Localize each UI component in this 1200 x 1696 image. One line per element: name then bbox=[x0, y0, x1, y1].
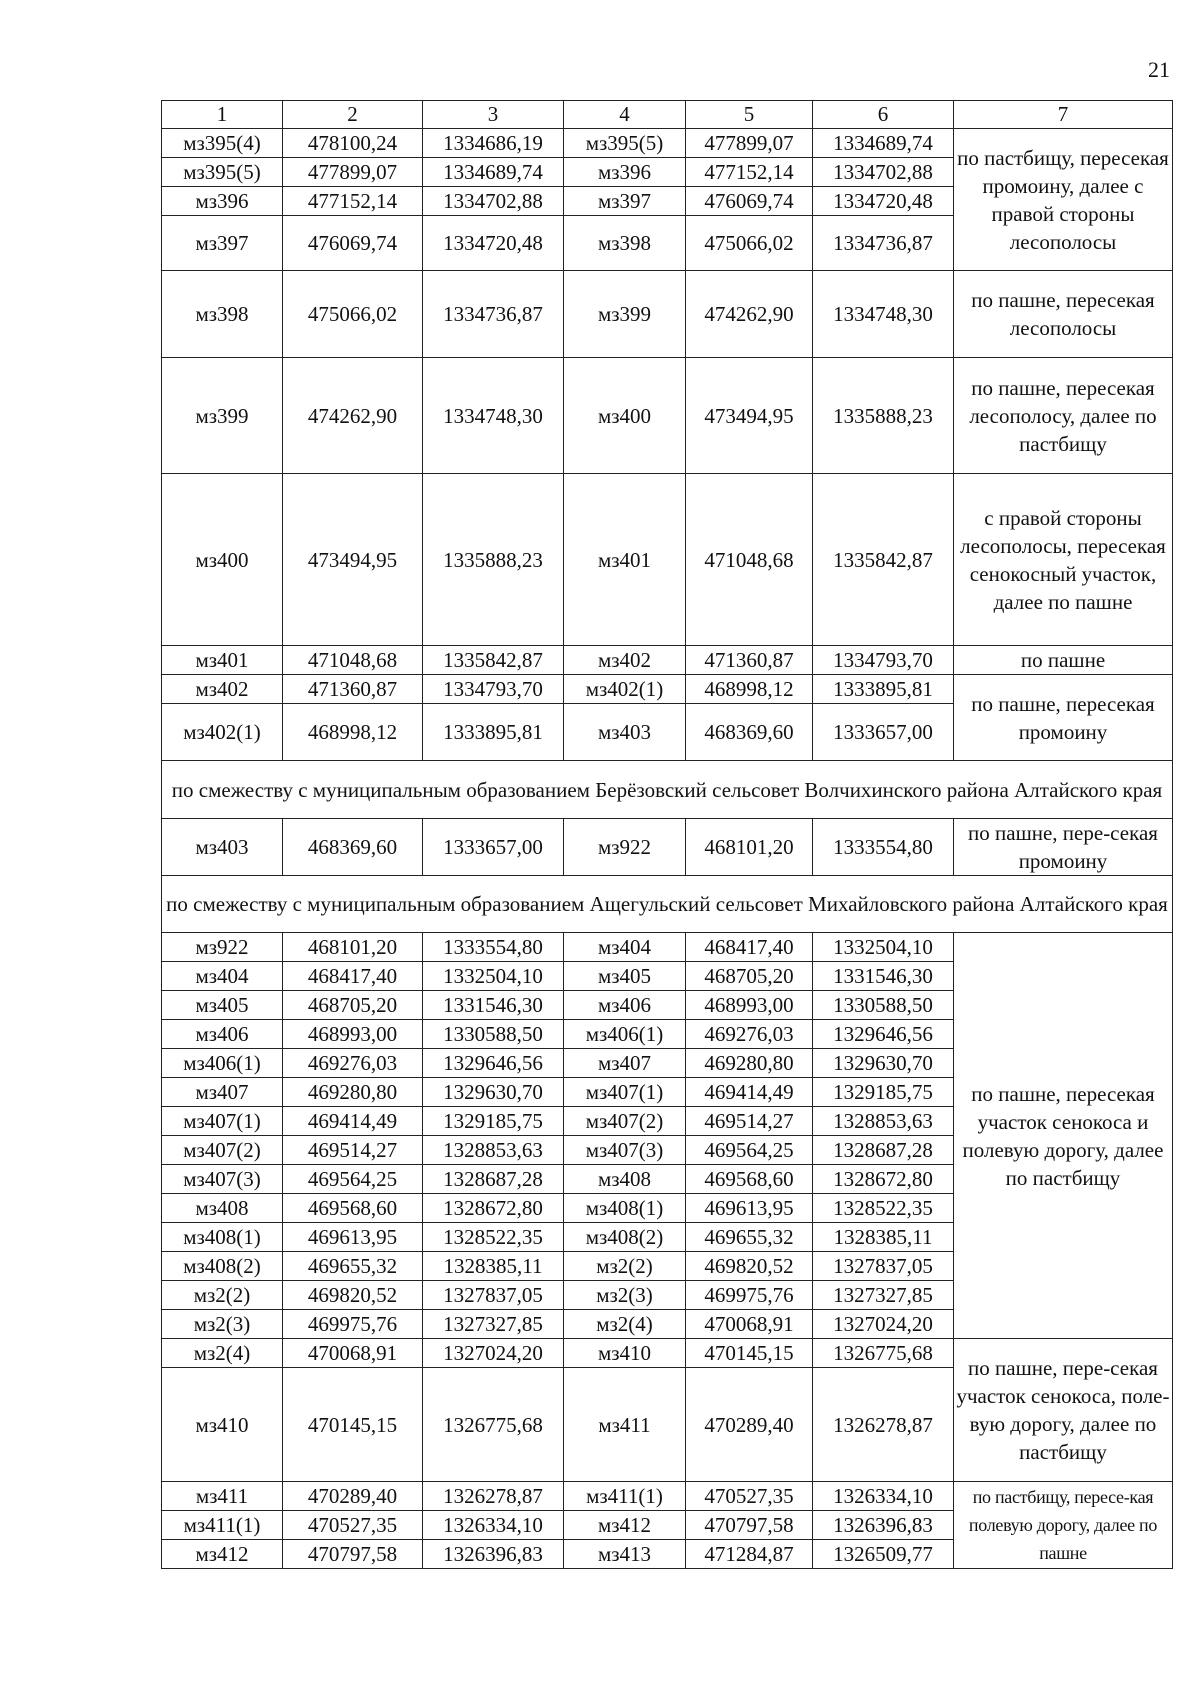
table-cell: 1333554,80 bbox=[423, 933, 564, 962]
table-cell: мз408(2) bbox=[564, 1223, 686, 1252]
table-cell: 469276,03 bbox=[686, 1020, 813, 1049]
table-cell: 469568,60 bbox=[686, 1165, 813, 1194]
table-cell: 1334689,74 bbox=[813, 129, 954, 158]
table-cell: мз401 bbox=[162, 646, 283, 675]
table-cell: 1327837,05 bbox=[423, 1281, 564, 1310]
table-cell: 468101,20 bbox=[686, 819, 813, 876]
table-cell: 470068,91 bbox=[686, 1310, 813, 1339]
table-cell: 1328385,11 bbox=[813, 1223, 954, 1252]
table-cell: мз406(1) bbox=[564, 1020, 686, 1049]
table-cell: мз408(1) bbox=[162, 1223, 283, 1252]
table-row bbox=[162, 1482, 1173, 1511]
table-cell: 470145,15 bbox=[686, 1339, 813, 1368]
boundary-coordinates-table bbox=[161, 100, 1173, 1569]
table-cell: 1326278,87 bbox=[813, 1368, 954, 1482]
table-row bbox=[162, 1339, 1173, 1368]
table-cell: 1328687,28 bbox=[423, 1165, 564, 1194]
table-cell: мз407(2) bbox=[162, 1136, 283, 1165]
table-cell: 1326334,10 bbox=[813, 1482, 954, 1511]
table-cell: 468101,20 bbox=[283, 933, 423, 962]
table-row bbox=[162, 474, 1173, 646]
table-cell: 468417,40 bbox=[686, 933, 813, 962]
table-cell: 470527,35 bbox=[686, 1482, 813, 1511]
route-description: по пашне, пересекая участок сенокоса и полевую дорогу, далее по пастбищу bbox=[954, 933, 1173, 1339]
table-cell: мз405 bbox=[564, 962, 686, 991]
table-row bbox=[162, 129, 1173, 158]
adjacency-row bbox=[162, 876, 1173, 933]
column-header: 2 bbox=[283, 101, 423, 129]
table-cell: 468998,12 bbox=[686, 675, 813, 704]
table-cell: 470797,58 bbox=[283, 1540, 423, 1569]
table-cell: мз406 bbox=[162, 1020, 283, 1049]
table-cell: мз400 bbox=[162, 474, 283, 646]
column-header: 6 bbox=[813, 101, 954, 129]
table-cell: мз402(1) bbox=[564, 675, 686, 704]
table-cell: 1327024,20 bbox=[423, 1339, 564, 1368]
table-cell: мз407(3) bbox=[162, 1165, 283, 1194]
table-cell: 468993,00 bbox=[686, 991, 813, 1020]
table-cell: 471360,87 bbox=[686, 646, 813, 675]
table-cell: мз922 bbox=[162, 933, 283, 962]
table-cell: 1335842,87 bbox=[813, 474, 954, 646]
table-cell: мз2(4) bbox=[564, 1310, 686, 1339]
table-cell: 1326278,87 bbox=[423, 1482, 564, 1511]
table-cell: мз2(4) bbox=[162, 1339, 283, 1368]
table-row bbox=[162, 358, 1173, 474]
route-description: по пашне, пере-секая участок сенокоса, поле-вую дорогу, далее по пастбищу bbox=[954, 1339, 1173, 1482]
table-cell: 1328853,63 bbox=[813, 1107, 954, 1136]
table-cell: 469514,27 bbox=[283, 1136, 423, 1165]
table-cell: 1328385,11 bbox=[423, 1252, 564, 1281]
table-cell: 469975,76 bbox=[686, 1281, 813, 1310]
table-cell: 477152,14 bbox=[686, 158, 813, 187]
table-cell: мз407 bbox=[162, 1078, 283, 1107]
table-cell: 471048,68 bbox=[686, 474, 813, 646]
table-cell: 1333895,81 bbox=[813, 675, 954, 704]
table-cell: 469613,95 bbox=[283, 1223, 423, 1252]
table-cell: 473494,95 bbox=[283, 474, 423, 646]
table-cell: 1334793,70 bbox=[813, 646, 954, 675]
table-cell: мз404 bbox=[162, 962, 283, 991]
table-cell: 468705,20 bbox=[686, 962, 813, 991]
table-cell: 478100,24 bbox=[283, 129, 423, 158]
table-cell: мз402 bbox=[564, 646, 686, 675]
route-description: по пастбищу, пересекая промоину, далее с правой стороны лесополосы bbox=[954, 129, 1173, 271]
route-description: по пашне, пересекая лесополосы bbox=[954, 271, 1173, 358]
table-cell: 468369,60 bbox=[283, 819, 423, 876]
table-row bbox=[162, 271, 1173, 358]
table-cell: 469820,52 bbox=[283, 1281, 423, 1310]
table-cell: 469820,52 bbox=[686, 1252, 813, 1281]
table-cell: 475066,02 bbox=[686, 216, 813, 271]
adjacency-note: по смежеству с муниципальным образованием Ащегульский сельсовет Михайловского района Алтайского края bbox=[162, 876, 1173, 933]
table-cell: 1334736,87 bbox=[423, 271, 564, 358]
table-cell: 1328687,28 bbox=[813, 1136, 954, 1165]
table-cell: мз408(1) bbox=[564, 1194, 686, 1223]
table-cell: 469564,25 bbox=[686, 1136, 813, 1165]
table-cell: 1327327,85 bbox=[423, 1310, 564, 1339]
table-cell: 1334702,88 bbox=[423, 187, 564, 216]
table-cell: мз2(3) bbox=[564, 1281, 686, 1310]
table-cell: 473494,95 bbox=[686, 358, 813, 474]
table-cell: 469564,25 bbox=[283, 1165, 423, 1194]
table-cell: 1334793,70 bbox=[423, 675, 564, 704]
column-header: 5 bbox=[686, 101, 813, 129]
table-cell: мз406(1) bbox=[162, 1049, 283, 1078]
table-cell: 470145,15 bbox=[283, 1368, 423, 1482]
table-cell: 468998,12 bbox=[283, 704, 423, 761]
table-cell: мз404 bbox=[564, 933, 686, 962]
table-cell: 1329630,70 bbox=[813, 1049, 954, 1078]
table-cell: 1329646,56 bbox=[423, 1049, 564, 1078]
table-cell: 469514,27 bbox=[686, 1107, 813, 1136]
table-cell: 1331546,30 bbox=[813, 962, 954, 991]
table-cell: 1327327,85 bbox=[813, 1281, 954, 1310]
table-cell: мз403 bbox=[564, 704, 686, 761]
table-cell: мз408 bbox=[564, 1165, 686, 1194]
table-cell: 469280,80 bbox=[686, 1049, 813, 1078]
table-cell: 1327024,20 bbox=[813, 1310, 954, 1339]
table-cell: мз399 bbox=[162, 358, 283, 474]
table-cell: 1326396,83 bbox=[813, 1511, 954, 1540]
table-cell: мз398 bbox=[162, 271, 283, 358]
table-cell: 1326775,68 bbox=[423, 1368, 564, 1482]
table-cell: мз401 bbox=[564, 474, 686, 646]
table-cell: мз411(1) bbox=[162, 1511, 283, 1540]
table-cell: 1329185,75 bbox=[423, 1107, 564, 1136]
table-cell: 1333554,80 bbox=[813, 819, 954, 876]
table-cell: 469613,95 bbox=[686, 1194, 813, 1223]
table-cell: 470527,35 bbox=[283, 1511, 423, 1540]
adjacency-row bbox=[162, 761, 1173, 819]
table-cell: мз407 bbox=[564, 1049, 686, 1078]
column-header: 4 bbox=[564, 101, 686, 129]
table-cell: 469414,49 bbox=[686, 1078, 813, 1107]
table-header-row bbox=[162, 101, 1173, 129]
table-cell: 471284,87 bbox=[686, 1540, 813, 1569]
table-cell: мз397 bbox=[162, 216, 283, 271]
table-cell: 1329185,75 bbox=[813, 1078, 954, 1107]
table-cell: 1335888,23 bbox=[813, 358, 954, 474]
table-row bbox=[162, 675, 1173, 704]
table-cell: 469655,32 bbox=[283, 1252, 423, 1281]
table-cell: 1329646,56 bbox=[813, 1020, 954, 1049]
table-cell: 1328672,80 bbox=[813, 1165, 954, 1194]
table-cell: 1328522,35 bbox=[423, 1223, 564, 1252]
table-cell: 1330588,50 bbox=[423, 1020, 564, 1049]
adjacency-note: по смежеству с муниципальным образованием Берёзовский сельсовет Волчихинского района Алтайского края bbox=[162, 761, 1173, 819]
table-cell: 470289,40 bbox=[686, 1368, 813, 1482]
table-cell: мз2(2) bbox=[564, 1252, 686, 1281]
table-cell: 471048,68 bbox=[283, 646, 423, 675]
table-cell: 1333657,00 bbox=[423, 819, 564, 876]
table-cell: 1334720,48 bbox=[423, 216, 564, 271]
table-cell: 469655,32 bbox=[686, 1223, 813, 1252]
table-cell: мз412 bbox=[162, 1540, 283, 1569]
table-cell: мз407(3) bbox=[564, 1136, 686, 1165]
table-cell: мз407(2) bbox=[564, 1107, 686, 1136]
table-cell: 1326775,68 bbox=[813, 1339, 954, 1368]
table-row bbox=[162, 646, 1173, 675]
table-cell: мз396 bbox=[162, 187, 283, 216]
table-cell: 1332504,10 bbox=[813, 933, 954, 962]
table-cell: 476069,74 bbox=[686, 187, 813, 216]
table-cell: 1335842,87 bbox=[423, 646, 564, 675]
table-cell: 468705,20 bbox=[283, 991, 423, 1020]
column-header: 3 bbox=[423, 101, 564, 129]
table-cell: мз410 bbox=[162, 1368, 283, 1482]
table-cell: 470289,40 bbox=[283, 1482, 423, 1511]
table-cell: мз410 bbox=[564, 1339, 686, 1368]
table-cell: мз408(2) bbox=[162, 1252, 283, 1281]
table-cell: мз395(5) bbox=[162, 158, 283, 187]
table-cell: 1327837,05 bbox=[813, 1252, 954, 1281]
table-cell: 1328522,35 bbox=[813, 1194, 954, 1223]
table-cell: 469280,80 bbox=[283, 1078, 423, 1107]
table-cell: мз403 bbox=[162, 819, 283, 876]
table-cell: 1334702,88 bbox=[813, 158, 954, 187]
page-number: 21 bbox=[1148, 57, 1170, 82]
table-cell: мз411 bbox=[564, 1368, 686, 1482]
table-cell: 1334736,87 bbox=[813, 216, 954, 271]
table-cell: 1326396,83 bbox=[423, 1540, 564, 1569]
table-cell: мз411 bbox=[162, 1482, 283, 1511]
table-cell: мз398 bbox=[564, 216, 686, 271]
route-description: по пашне, пересекая лесополосу, далее по пастбищу bbox=[954, 358, 1173, 474]
table-cell: 1334689,74 bbox=[423, 158, 564, 187]
table-row bbox=[162, 819, 1173, 876]
table-cell: мз413 bbox=[564, 1540, 686, 1569]
table-cell: 1334748,30 bbox=[423, 358, 564, 474]
table-cell: 477899,07 bbox=[686, 129, 813, 158]
table-cell: 476069,74 bbox=[283, 216, 423, 271]
table-cell: 1334748,30 bbox=[813, 271, 954, 358]
table-cell: 1326509,77 bbox=[813, 1540, 954, 1569]
table-cell: мз2(2) bbox=[162, 1281, 283, 1310]
table-cell: 477899,07 bbox=[283, 158, 423, 187]
table-cell: мз922 bbox=[564, 819, 686, 876]
table-cell: 1334720,48 bbox=[813, 187, 954, 216]
route-description: по пастбищу, пересе-кая полевую дорогу, далее по пашне bbox=[954, 1482, 1173, 1569]
table-cell: 477152,14 bbox=[283, 187, 423, 216]
table-cell: мз395(5) bbox=[564, 129, 686, 158]
table-cell: 471360,87 bbox=[283, 675, 423, 704]
column-header: 7 bbox=[954, 101, 1173, 129]
table-cell: 468993,00 bbox=[283, 1020, 423, 1049]
table-cell: 470068,91 bbox=[283, 1339, 423, 1368]
table-cell: 475066,02 bbox=[283, 271, 423, 358]
table-cell: мз408 bbox=[162, 1194, 283, 1223]
table-cell: мз396 bbox=[564, 158, 686, 187]
route-description: по пашне bbox=[954, 646, 1173, 675]
table-cell: 468417,40 bbox=[283, 962, 423, 991]
route-description: по пашне, пере-секая промоину bbox=[954, 819, 1173, 876]
table-cell: 1328853,63 bbox=[423, 1136, 564, 1165]
table-cell: мз395(4) bbox=[162, 129, 283, 158]
table-cell: 1326334,10 bbox=[423, 1511, 564, 1540]
table-cell: 1328672,80 bbox=[423, 1194, 564, 1223]
table-cell: 474262,90 bbox=[283, 358, 423, 474]
column-header: 1 bbox=[162, 101, 283, 129]
table-cell: 1333657,00 bbox=[813, 704, 954, 761]
table-cell: 1334686,19 bbox=[423, 129, 564, 158]
table-cell: мз399 bbox=[564, 271, 686, 358]
table-cell: мз402 bbox=[162, 675, 283, 704]
table-cell: мз407(1) bbox=[162, 1107, 283, 1136]
table-cell: 469975,76 bbox=[283, 1310, 423, 1339]
table-cell: мз400 bbox=[564, 358, 686, 474]
table-cell: мз406 bbox=[564, 991, 686, 1020]
table-cell: мз407(1) bbox=[564, 1078, 686, 1107]
table-cell: мз405 bbox=[162, 991, 283, 1020]
table-row bbox=[162, 933, 1173, 962]
table-cell: 1331546,30 bbox=[423, 991, 564, 1020]
route-description: по пашне, пересекая промоину bbox=[954, 675, 1173, 761]
table-cell: 1332504,10 bbox=[423, 962, 564, 991]
route-description: с правой стороны лесополосы, пересекая сенокосный участок, далее по пашне bbox=[954, 474, 1173, 646]
table-cell: 1330588,50 bbox=[813, 991, 954, 1020]
table-cell: мз411(1) bbox=[564, 1482, 686, 1511]
table-cell: 468369,60 bbox=[686, 704, 813, 761]
table-cell: 469276,03 bbox=[283, 1049, 423, 1078]
table-cell: 469414,49 bbox=[283, 1107, 423, 1136]
table-cell: 474262,90 bbox=[686, 271, 813, 358]
table-cell: мз397 bbox=[564, 187, 686, 216]
table-cell: 1333895,81 bbox=[423, 704, 564, 761]
table-cell: 469568,60 bbox=[283, 1194, 423, 1223]
table-cell: 1335888,23 bbox=[423, 474, 564, 646]
table-cell: мз402(1) bbox=[162, 704, 283, 761]
table-cell: 1329630,70 bbox=[423, 1078, 564, 1107]
table-cell: мз412 bbox=[564, 1511, 686, 1540]
table-cell: мз2(3) bbox=[162, 1310, 283, 1339]
table-cell: 470797,58 bbox=[686, 1511, 813, 1540]
